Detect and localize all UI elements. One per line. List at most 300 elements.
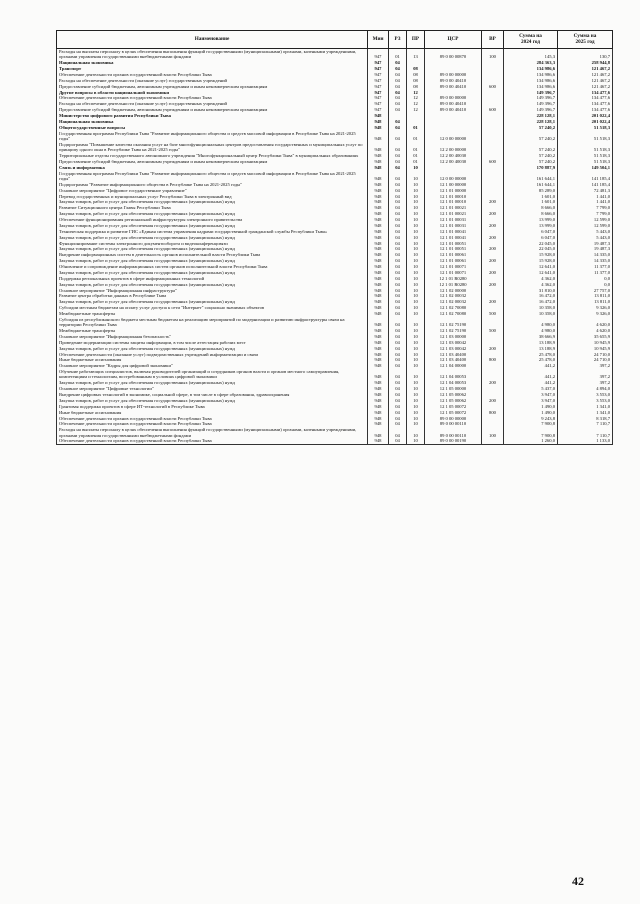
- row-ministry: 948: [368, 380, 389, 386]
- row-sum-2025: 0,0: [558, 276, 613, 282]
- row-section: 04: [389, 159, 407, 165]
- row-name: Межбюджетные трансферты: [57, 328, 368, 334]
- row-expense-type: [482, 142, 504, 153]
- row-name: Общегосударственные вопросы: [57, 125, 368, 131]
- row-ministry: 947: [368, 107, 389, 113]
- row-target-article: 12 1 01 00041: [425, 229, 482, 235]
- row-sum-2024: 1 490,0: [504, 404, 558, 410]
- row-ministry: 948: [368, 252, 389, 258]
- row-subsection: 10: [407, 311, 425, 317]
- table-row: [57, 369, 613, 380]
- row-target-article: 12 1 04 00053: [425, 369, 482, 380]
- row-target-article: 12 1 04 00000: [425, 363, 482, 369]
- row-ministry: 948: [368, 211, 389, 217]
- row-name: Расходы на обеспечение деятельности (оказание услуг) государственных учреждений: [57, 78, 368, 84]
- row-name: Внедрение цифровых технологий в экономике, социальной сфере, в том числе в сфере образования, здравоохранения: [57, 392, 368, 398]
- table-row: [57, 427, 613, 438]
- row-subsection: 10: [407, 199, 425, 205]
- row-ministry: 948: [368, 165, 389, 171]
- row-sum-2024: 31 810,0: [504, 288, 558, 294]
- row-sum-2025: 51 518,3: [558, 153, 613, 159]
- row-section: 04: [389, 125, 407, 131]
- row-target-article: 12 0 00 00000: [425, 131, 482, 142]
- row-target-article: 12 1 05 00072: [425, 410, 482, 416]
- row-section: 04: [389, 404, 407, 410]
- row-name: Обеспечение деятельности органов государственной власти Республики Тыва: [57, 438, 368, 444]
- row-sum-2025: 9 326,0: [558, 311, 613, 317]
- row-ministry: 948: [368, 293, 389, 299]
- row-name: Расходы на выплаты персоналу в целях обеспечения выполнения функций государственными (муниципальными) органами, казенными учреждениями, органами управления государственными внебюджетными фондами: [57, 427, 368, 438]
- row-section: 04: [389, 223, 407, 229]
- page-number: 42: [572, 874, 584, 888]
- row-sum-2024: 3 947,0: [504, 398, 558, 404]
- row-sum-2024: 149 396,7: [504, 101, 558, 107]
- row-subsection: 12: [407, 90, 425, 96]
- row-section: 04: [389, 258, 407, 264]
- row-sum-2024: 16 472,0: [504, 299, 558, 305]
- row-ministry: 948: [368, 223, 389, 229]
- row-target-article: 89 0 00 00000: [425, 95, 482, 101]
- row-sum-2024: 6 047,0: [504, 235, 558, 241]
- row-ministry: 947: [368, 95, 389, 101]
- row-section: 04: [389, 153, 407, 159]
- row-sum-2025: 12 599,0: [558, 223, 613, 229]
- row-sum-2025: 51 518,3: [558, 131, 613, 142]
- row-sum-2024: 25 478,0: [504, 352, 558, 358]
- row-subsection: 10: [407, 288, 425, 294]
- row-name: Основное мероприятие "Кадры для цифровой экономики": [57, 363, 368, 369]
- row-ministry: 948: [368, 241, 389, 247]
- row-expense-type: 200: [482, 299, 504, 305]
- row-name: Обучение работающих специалистов, включая руководителей организаций и сотрудников органов власти и органов местного самоуправления, компетенциям и технологиям, востребованным в условиях цифровой экономики: [57, 369, 368, 380]
- row-target-article: 12 1 05 00062: [425, 398, 482, 404]
- row-subsection: 01: [407, 142, 425, 153]
- row-name: Обеспечение деятельности органов государственной власти Республики Тыва: [57, 72, 368, 78]
- row-sum-2025: 19 487,3: [558, 246, 613, 252]
- row-section: 04: [389, 252, 407, 258]
- row-ministry: 948: [368, 182, 389, 188]
- row-section: 04: [389, 246, 407, 252]
- row-target-article: 12 1 03 00000: [425, 334, 482, 340]
- row-target-article: 89 0 00 00110: [425, 427, 482, 438]
- row-sum-2024: 38 666,9: [504, 334, 558, 340]
- row-target-article: 89 0 00 40410: [425, 78, 482, 84]
- row-sum-2025: 14 335,0: [558, 252, 613, 258]
- row-expense-type: 200: [482, 246, 504, 252]
- row-subsection: 08: [407, 66, 425, 72]
- row-sum-2024: 13 188,9: [504, 340, 558, 346]
- row-target-article: 12 1 01 00061: [425, 258, 482, 264]
- row-ministry: 948: [368, 305, 389, 311]
- row-subsection: 10: [407, 398, 425, 404]
- row-section: 04: [389, 346, 407, 352]
- row-name: Развитие центра обработки данных в Республике Тыва: [57, 293, 368, 299]
- row-target-article: 12 1 01 00051: [425, 241, 482, 247]
- row-sum-2025: 397,2: [558, 363, 613, 369]
- row-sum-2025: 4 620,0: [558, 328, 613, 334]
- row-section: 04: [389, 386, 407, 392]
- row-section: 04: [389, 142, 407, 153]
- row-sum-2024: 57 240,2: [504, 159, 558, 165]
- row-target-article: 12 1 05 00000: [425, 386, 482, 392]
- header-ministry: Мин: [368, 31, 389, 49]
- row-target-article: 89 0 00 40410: [425, 101, 482, 107]
- row-target-article: 12 1 02 00032: [425, 293, 482, 299]
- row-name: Транспорт: [57, 66, 368, 72]
- row-subsection: 10: [407, 235, 425, 241]
- row-ministry: 948: [368, 119, 389, 125]
- row-sum-2025: 11 377,0: [558, 264, 613, 270]
- row-subsection: 10: [407, 305, 425, 311]
- row-name: Национальная экономика: [57, 60, 368, 66]
- row-expense-type: 200: [482, 282, 504, 288]
- row-sum-2025: 258 944,8: [558, 60, 613, 66]
- row-subsection: 10: [407, 241, 425, 247]
- row-expense-type: [482, 369, 504, 380]
- row-sum-2025: 121 467,2: [558, 84, 613, 90]
- row-section: 04: [389, 340, 407, 346]
- row-target-article: 12 1 01 00010: [425, 194, 482, 200]
- row-sum-2024: 7 900,8: [504, 427, 558, 438]
- row-sum-2024: 161 644,1: [504, 182, 558, 188]
- row-subsection: 10: [407, 328, 425, 334]
- row-sum-2024: 284 363,3: [504, 60, 558, 66]
- row-section: 04: [389, 66, 407, 72]
- row-ministry: 948: [368, 311, 389, 317]
- row-section: 04: [389, 352, 407, 358]
- row-target-article: 89 0 00 00110: [425, 421, 482, 427]
- row-sum-2025: 1 133,0: [558, 438, 613, 444]
- row-ministry: 948: [368, 398, 389, 404]
- row-target-article: 12 1 01 00041: [425, 235, 482, 241]
- row-expense-type: 500: [482, 311, 504, 317]
- row-name: Закупка товаров, работ и услуг для обеспечения государственных (муниципальных) нужд: [57, 258, 368, 264]
- row-sum-2024: 25 478,0: [504, 357, 558, 363]
- row-name: Основное мероприятие "Цифровое государственное управление": [57, 188, 368, 194]
- row-subsection: 10: [407, 194, 425, 200]
- row-expense-type: 500: [482, 328, 504, 334]
- row-section: 01: [389, 49, 407, 61]
- row-expense-type: [482, 171, 504, 182]
- table-body: [57, 49, 613, 445]
- row-ministry: 948: [368, 352, 389, 358]
- row-sum-2024: 441,2: [504, 363, 558, 369]
- row-target-article: 12 1 02 70080: [425, 311, 482, 317]
- table-row: [57, 317, 613, 328]
- row-target-article: 12 1 03 00042: [425, 340, 482, 346]
- table-row: [57, 142, 613, 153]
- row-name: Закупка товаров, работ и услуг для обеспечения государственных (муниципальных) нужд: [57, 282, 368, 288]
- row-ministry: 948: [368, 416, 389, 422]
- row-name: Перевод государственных и муниципальных услуг Республики Тыва в электронный вид: [57, 194, 368, 200]
- row-target-article: 12 1 05 00062: [425, 392, 482, 398]
- row-name: Субсидии местным бюджетам на оплату услуг доступа к сети "Интернет" социально значимых объектов: [57, 305, 368, 311]
- row-sum-2025: 397,2: [558, 369, 613, 380]
- row-target-article: 12 1 05 00072: [425, 404, 482, 410]
- row-expense-type: 200: [482, 211, 504, 217]
- row-name: Иные бюджетные ассигнования: [57, 357, 368, 363]
- row-section: 04: [389, 119, 407, 125]
- row-target-article: 89 0 00 40410: [425, 107, 482, 113]
- row-section: 04: [389, 421, 407, 427]
- row-name: Закупка товаров, работ и услуг для обеспечения государственных (муниципальных) нужд: [57, 346, 368, 352]
- row-sum-2024: 145,3: [504, 49, 558, 61]
- row-subsection: 10: [407, 438, 425, 444]
- row-sum-2024: 57 240,2: [504, 125, 558, 131]
- row-target-article: 12 1 01 00031: [425, 223, 482, 229]
- header-expense-type: ВР: [482, 31, 504, 49]
- row-subsection: 10: [407, 229, 425, 235]
- row-sum-2024: 57 240,2: [504, 153, 558, 159]
- table-row: [57, 438, 613, 444]
- row-sum-2024: 22 045,0: [504, 241, 558, 247]
- row-section: 04: [389, 182, 407, 188]
- row-name: Расходы на выплаты персоналу в целях обеспечения выполнения функций государственными (муниципальными) органами, казенными учреждениями, органами управления государственными внебюджетными фондами: [57, 49, 368, 61]
- row-ministry: 947: [368, 72, 389, 78]
- row-expense-type: 200: [482, 398, 504, 404]
- row-sum-2025: 10 945,9: [558, 340, 613, 346]
- row-subsection: 10: [407, 380, 425, 386]
- row-subsection: 10: [407, 334, 425, 340]
- row-sum-2024: 10 358,0: [504, 311, 558, 317]
- row-sum-2025: 3 553,0: [558, 398, 613, 404]
- row-subsection: 10: [407, 276, 425, 282]
- row-subsection: 10: [407, 317, 425, 328]
- row-sum-2025: 134 477,6: [558, 107, 613, 113]
- row-sum-2024: 4 980,0: [504, 328, 558, 334]
- row-section: 04: [389, 334, 407, 340]
- row-subsection: 10: [407, 427, 425, 438]
- row-name: Субсидия из республиканского бюджета местным бюджетам на реализацию мероприятий по модернизации и развитию инфраструктуры связи на территории Республики Тыва: [57, 317, 368, 328]
- row-subsection: 10: [407, 264, 425, 270]
- row-section: 04: [389, 205, 407, 211]
- row-ministry: 948: [368, 404, 389, 410]
- row-name: Расходы на обеспечение деятельности (оказание услуг) государственных учреждений: [57, 101, 368, 107]
- row-sum-2025: 201 022,4: [558, 119, 613, 125]
- row-sum-2025: 134 477,6: [558, 101, 613, 107]
- row-ministry: 948: [368, 317, 389, 328]
- row-subsection: 10: [407, 165, 425, 171]
- row-section: 04: [389, 60, 407, 66]
- row-subsection: 10: [407, 352, 425, 358]
- row-name: Функционирование системы электронного документооборота и видеоконференцсвязи: [57, 241, 368, 247]
- row-name: Подпрограмма "Развитие информационного общества в Республике Тыва на 2021-2025 годы": [57, 182, 368, 188]
- row-target-article: 12 1 03 40400: [425, 352, 482, 358]
- row-name: Обеспечение деятельности (оказание услуг) подведомственных учреждений информатизации и связи: [57, 352, 368, 358]
- row-section: 04: [389, 107, 407, 113]
- row-section: 04: [389, 229, 407, 235]
- row-sum-2024: 1 490,0: [504, 410, 558, 416]
- row-section: 04: [389, 288, 407, 294]
- row-sum-2024: 6 047,0: [504, 229, 558, 235]
- row-sum-2025: 5 443,0: [558, 229, 613, 235]
- row-subsection: 10: [407, 223, 425, 229]
- row-expense-type: 200: [482, 346, 504, 352]
- row-ministry: 948: [368, 386, 389, 392]
- row-expense-type: 200: [482, 199, 504, 205]
- row-ministry: 948: [368, 340, 389, 346]
- row-sum-2024: 13 999,0: [504, 217, 558, 223]
- row-ministry: 948: [368, 113, 389, 119]
- row-expense-type: 200: [482, 258, 504, 264]
- row-name: Подпрограмма "Повышение качества оказания услуг на базе многофункциональных центров предоставления государственных и муниципальных услуг по принципу одного окна в Республике Тыва на 2021-2025 годы": [57, 142, 368, 153]
- row-subsection: 10: [407, 282, 425, 288]
- row-section: 04: [389, 299, 407, 305]
- row-target-article: 12 1 01 00021: [425, 205, 482, 211]
- row-subsection: 12: [407, 101, 425, 107]
- row-sum-2025: 14 335,0: [558, 258, 613, 264]
- row-subsection: 10: [407, 211, 425, 217]
- row-sum-2025: 121 467,2: [558, 66, 613, 72]
- row-section: 04: [389, 199, 407, 205]
- row-subsection: 12: [407, 107, 425, 113]
- row-expense-type: 200: [482, 223, 504, 229]
- row-ministry: 948: [368, 188, 389, 194]
- row-section: 04: [389, 293, 407, 299]
- row-sum-2025: 7 799,0: [558, 205, 613, 211]
- row-section: 04: [389, 72, 407, 78]
- row-sum-2025: 7 110,7: [558, 427, 613, 438]
- row-sum-2024: 9 243,8: [504, 416, 558, 422]
- row-name: Обеспечение функционирования региональной инфраструктуры электронного правительства: [57, 217, 368, 223]
- row-subsection: 10: [407, 182, 425, 188]
- row-section: 04: [389, 188, 407, 194]
- row-section: 04: [389, 276, 407, 282]
- row-ministry: 947: [368, 78, 389, 84]
- row-section: 04: [389, 410, 407, 416]
- row-name: Основное мероприятие "Информационная инфраструктура": [57, 288, 368, 294]
- row-sum-2024: 4 362,0: [504, 276, 558, 282]
- row-ministry: 948: [368, 264, 389, 270]
- table-header-row: [57, 31, 613, 49]
- row-subsection: 01: [407, 131, 425, 142]
- row-name: Закупка товаров, работ и услуг для обеспечения государственных (муниципальных) нужд: [57, 211, 368, 217]
- row-expense-type: [482, 438, 504, 444]
- row-ministry: 948: [368, 199, 389, 205]
- row-target-article: 12 1 03 00042: [425, 346, 482, 352]
- row-sum-2024: 441,2: [504, 380, 558, 386]
- row-name: Обеспечение деятельности органов государственной власти Республики Тыва: [57, 416, 368, 422]
- row-sum-2024: 3 947,0: [504, 392, 558, 398]
- row-ministry: 948: [368, 153, 389, 159]
- row-target-article: 12 1 01 00071: [425, 270, 482, 276]
- row-subsection: 10: [407, 369, 425, 380]
- row-ministry: 948: [368, 334, 389, 340]
- row-ministry: 948: [368, 299, 389, 305]
- row-ministry: 948: [368, 276, 389, 282]
- row-subsection: 10: [407, 299, 425, 305]
- row-subsection: 10: [407, 293, 425, 299]
- row-sum-2025: 24 710,0: [558, 352, 613, 358]
- row-target-article: 12 1 01 00021: [425, 211, 482, 217]
- row-name: Проведение модернизации системы защиты информации, в том числе аттестация рабочих мест: [57, 340, 368, 346]
- row-target-article: 12 1 01 00010: [425, 199, 482, 205]
- row-sum-2025: 9 326,0: [558, 305, 613, 311]
- row-subsection: 01: [407, 125, 425, 131]
- row-target-article: 12 1 00 00000: [425, 182, 482, 188]
- row-target-article: 89 0 00 00000: [425, 416, 482, 422]
- header-section: РЗ: [389, 31, 407, 49]
- row-sum-2025: 201 022,4: [558, 113, 613, 119]
- row-name: Государственная программа Республики Тыва "Развитие информационного общества и средств массовой информации в Республике Тыва на 2021-2025 годы": [57, 171, 368, 182]
- row-subsection: 10: [407, 410, 425, 416]
- row-ministry: 948: [368, 357, 389, 363]
- row-ministry: 948: [368, 410, 389, 416]
- row-sum-2025: 4 620,0: [558, 317, 613, 328]
- row-sum-2025: 1 441,0: [558, 194, 613, 200]
- row-expense-type: 600: [482, 84, 504, 90]
- row-name: Закупка товаров, работ и услуг для обеспечения государственных (муниципальных) нужд: [57, 223, 368, 229]
- row-sum-2024: 228 128,1: [504, 119, 558, 125]
- row-sum-2025: 12 599,0: [558, 217, 613, 223]
- row-subsection: 10: [407, 171, 425, 182]
- row-section: 04: [389, 416, 407, 422]
- row-name: Министерство цифрового развития Республики Тыва: [57, 113, 368, 119]
- row-target-article: 12 1 01 R0280: [425, 276, 482, 282]
- row-ministry: 948: [368, 258, 389, 264]
- row-sum-2024: 16 472,0: [504, 293, 558, 299]
- row-ministry: 948: [368, 246, 389, 252]
- row-section: 04: [389, 363, 407, 369]
- row-target-article: 89 0 00 00000: [425, 72, 482, 78]
- row-name: Межбюджетные трансферты: [57, 311, 368, 317]
- row-section: 04: [389, 311, 407, 317]
- row-sum-2024: 8 666,0: [504, 211, 558, 217]
- row-ministry: 948: [368, 282, 389, 288]
- row-ministry: 948: [368, 142, 389, 153]
- row-subsection: 10: [407, 252, 425, 258]
- row-subsection: 10: [407, 258, 425, 264]
- header-subsection: ПР: [407, 31, 425, 49]
- row-sum-2024: 149 396,7: [504, 90, 558, 96]
- row-subsection: 10: [407, 363, 425, 369]
- row-sum-2025: 0,0: [558, 282, 613, 288]
- row-target-article: 12 1 02 75190: [425, 328, 482, 334]
- row-sum-2025: 5 443,0: [558, 235, 613, 241]
- row-section: 04: [389, 317, 407, 328]
- row-sum-2025: 134 477,6: [558, 90, 613, 96]
- row-subsection: 10: [407, 188, 425, 194]
- row-sum-2025: 13 811,0: [558, 293, 613, 299]
- row-sum-2025: 121 467,2: [558, 78, 613, 84]
- row-sum-2024: 10 358,0: [504, 305, 558, 311]
- row-sum-2024: 1 601,0: [504, 194, 558, 200]
- row-name: Связь и информатика: [57, 165, 368, 171]
- row-sum-2024: 12 641,0: [504, 270, 558, 276]
- row-sum-2025: 13 811,0: [558, 299, 613, 305]
- row-ministry: 948: [368, 171, 389, 182]
- row-ministry: 947: [368, 49, 389, 61]
- row-section: 04: [389, 211, 407, 217]
- row-ministry: 948: [368, 131, 389, 142]
- row-ministry: 947: [368, 60, 389, 66]
- row-expense-type: 800: [482, 357, 504, 363]
- row-section: 04: [389, 165, 407, 171]
- row-subsection: 13: [407, 49, 425, 61]
- row-section: 04: [389, 398, 407, 404]
- row-sum-2024: 57 240,2: [504, 142, 558, 153]
- row-sum-2025: 130,7: [558, 49, 613, 61]
- row-ministry: 948: [368, 438, 389, 444]
- row-sum-2024: 22 045,0: [504, 246, 558, 252]
- row-target-article: 12 1 01 00051: [425, 246, 482, 252]
- row-sum-2025: 1 341,0: [558, 410, 613, 416]
- row-ministry: 948: [368, 205, 389, 211]
- row-section: 04: [389, 427, 407, 438]
- row-ministry: 948: [368, 194, 389, 200]
- row-expense-type: 600: [482, 159, 504, 165]
- row-sum-2024: 8 666,0: [504, 205, 558, 211]
